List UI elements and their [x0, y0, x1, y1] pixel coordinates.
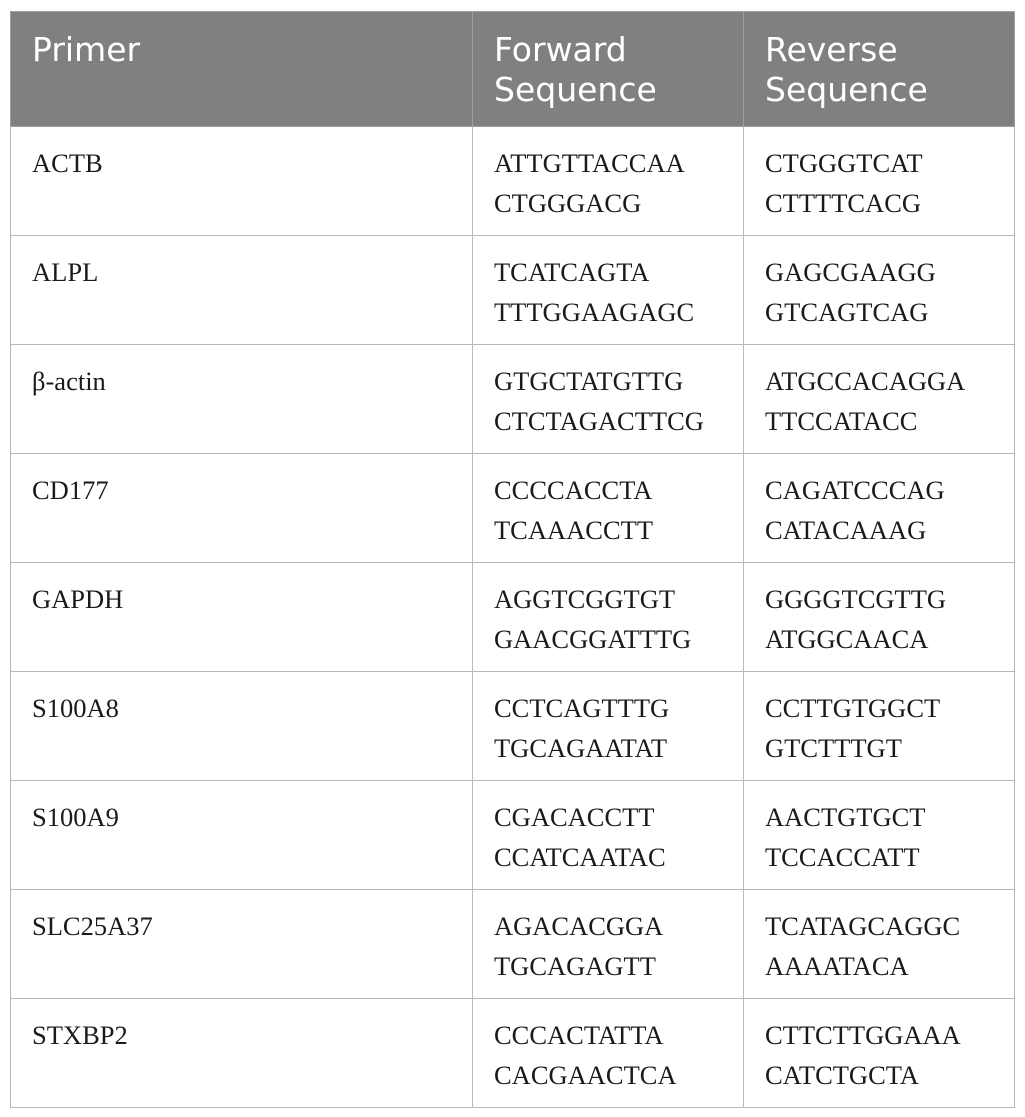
table-row	[11, 999, 1015, 1108]
primer-name-cell: SLC25A37	[11, 890, 473, 999]
header-reverse-sequence: Reverse Sequence	[744, 12, 1015, 127]
reverse-sequence-cell: GGGGTCGTTG ATGGCAACA	[744, 563, 1015, 672]
primer-name-cell: STXBP2	[11, 999, 473, 1108]
table-row	[11, 454, 1015, 563]
primer-name-cell: β-actin	[11, 345, 473, 454]
forward-sequence-cell: CGACACCTT CCATCAATAC	[473, 781, 744, 890]
primer-name-cell: GAPDH	[11, 563, 473, 672]
table-row	[11, 345, 1015, 454]
table-row	[11, 563, 1015, 672]
forward-sequence-cell: CCTCAGTTTG TGCAGAATAT	[473, 672, 744, 781]
table-row	[11, 236, 1015, 345]
reverse-sequence-cell: CCTTGTGGCT GTCTTTGT	[744, 672, 1015, 781]
table-row	[11, 672, 1015, 781]
reverse-sequence-cell: GAGCGAAGG GTCAGTCAG	[744, 236, 1015, 345]
primer-name-cell: ACTB	[11, 127, 473, 236]
forward-sequence-cell: CCCACTATTA CACGAACTCA	[473, 999, 744, 1108]
table-row	[11, 781, 1015, 890]
header-forward-sequence: Forward Sequence	[473, 12, 744, 127]
forward-sequence-cell: ATTGTTACCAA CTGGGACG	[473, 127, 744, 236]
primer-name-cell: S100A8	[11, 672, 473, 781]
reverse-sequence-cell: CTTCTTGGAAA CATCTGCTA	[744, 999, 1015, 1108]
primer-name-cell: CD177	[11, 454, 473, 563]
header-row	[11, 12, 1015, 127]
reverse-sequence-cell: CAGATCCCAG CATACAAAG	[744, 454, 1015, 563]
forward-sequence-cell: TCATCAGTA TTTGGAAGAGC	[473, 236, 744, 345]
primer-sequence-table	[10, 11, 1015, 1108]
table-row	[11, 890, 1015, 999]
forward-sequence-cell: CCCCACCTA TCAAACCTT	[473, 454, 744, 563]
header-primer: Primer	[11, 12, 473, 127]
table-row	[11, 127, 1015, 236]
reverse-sequence-cell: TCATAGCAGGC AAAATACA	[744, 890, 1015, 999]
reverse-sequence-cell: CTGGGTCAT CTTTTCACG	[744, 127, 1015, 236]
forward-sequence-cell: AGACACGGA TGCAGAGTT	[473, 890, 744, 999]
primer-name-cell: ALPL	[11, 236, 473, 345]
forward-sequence-cell: GTGCTATGTTG CTCTAGACTTCG	[473, 345, 744, 454]
table-header	[11, 12, 1015, 127]
table-body	[11, 127, 1015, 1108]
reverse-sequence-cell: ATGCCACAGGA TTCCATACC	[744, 345, 1015, 454]
reverse-sequence-cell: AACTGTGCT TCCACCATT	[744, 781, 1015, 890]
primer-name-cell: S100A9	[11, 781, 473, 890]
forward-sequence-cell: AGGTCGGTGT GAACGGATTTG	[473, 563, 744, 672]
